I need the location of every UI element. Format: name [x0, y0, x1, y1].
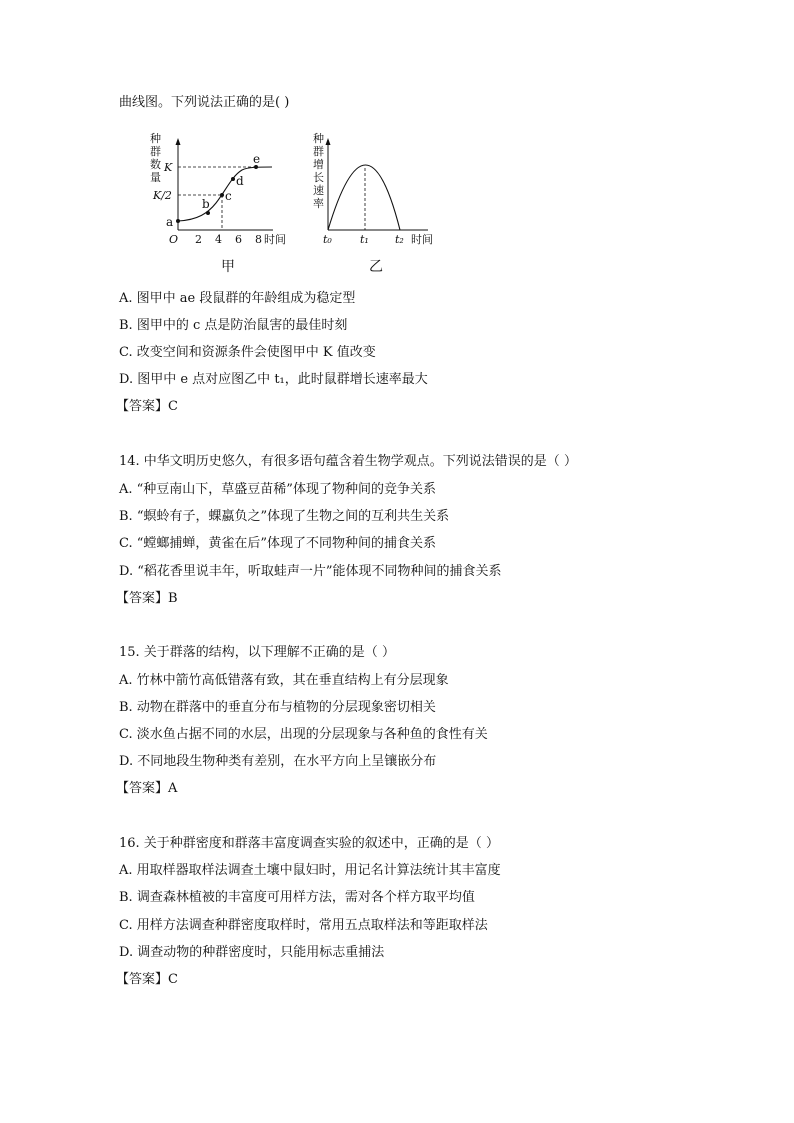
- q14-option-b: B. “螟蛉有子，蜾蠃负之”体现了生物之间的互利共生关系: [119, 509, 450, 524]
- q14-option-d: D. “稻花香里说丰年，听取蛙声一片”能体现不同物种间的捕食关系: [119, 564, 502, 579]
- jia-point-a: [176, 219, 180, 223]
- yi-parabola: [328, 165, 400, 230]
- yi-ylabel-1: 群: [313, 145, 324, 158]
- jia-ylabel-3: 量: [150, 171, 161, 184]
- q14-option-c: C. “螳螂捕蝉，黄雀在后”体现了不同物种间的捕食关系: [119, 536, 437, 551]
- yi-ylabel-0: 种: [313, 132, 324, 145]
- q16-option-a: A. 用取样器取样法调查土壤中鼠妇时，用记名计算法统计其丰富度: [119, 863, 501, 878]
- q13-stem-tail: 曲线图。下列说法正确的是( ): [119, 95, 290, 110]
- jia-point-c: [220, 193, 224, 197]
- jia-ytick-k2: K/2: [153, 189, 172, 202]
- q16-option-b: B. 调查森林植被的丰富度可用样方法，需对各个样方取平均值: [119, 890, 475, 905]
- yi-xtick-t0: t₀: [323, 233, 332, 246]
- figure-yi-caption: 乙: [369, 259, 383, 275]
- yi-y-arrow: [326, 138, 331, 145]
- q13-option-a: A. 图甲中 ae 段鼠群的年龄组成为稳定型: [119, 291, 356, 306]
- q15-option-b: B. 动物在群落中的垂直分布与植物的分层现象密切相关: [119, 700, 436, 715]
- q13-option-b: B. 图甲中的 c 点是防治鼠害的最佳时刻: [119, 318, 348, 333]
- jia-ylabel-2: 数: [150, 158, 161, 171]
- jia-label-d: d: [236, 174, 244, 188]
- jia-point-d: [231, 177, 235, 181]
- q16-option-c: C. 用样方法调查种群密度取样时，常用五点取样法和等距取样法: [119, 918, 488, 933]
- jia-label-c: c: [225, 189, 232, 203]
- q15-answer: 【答案】A: [116, 781, 178, 796]
- q14-option-a: A. “种豆南山下，草盛豆苗稀”体现了物种间的竞争关系: [119, 482, 436, 497]
- q15-option-a: A. 竹林中箭竹高低错落有致，其在垂直结构上有分层现象: [119, 673, 449, 688]
- jia-origin: O: [169, 233, 179, 246]
- q13-option-c: C. 改变空间和资源条件会使图甲中 K 值改变: [119, 345, 376, 360]
- graph-yi: [313, 132, 433, 246]
- jia-ylabel-0: 种: [150, 132, 161, 145]
- q13-answer: 【答案】C: [116, 399, 178, 414]
- jia-xtick-2: 2: [195, 233, 202, 246]
- jia-label-e: e: [253, 152, 261, 166]
- graph-jia: [150, 132, 286, 246]
- yi-ylabel-5: 率: [313, 197, 324, 210]
- yi-ylabel-4: 速: [313, 184, 324, 197]
- yi-xtick-t1: t₁: [360, 233, 369, 246]
- q13-figure: [148, 128, 448, 278]
- yi-ylabel-2: 增: [313, 158, 324, 171]
- yi-ylabel-3: 长: [313, 171, 324, 184]
- q14-answer: 【答案】B: [116, 591, 178, 606]
- jia-ytick-k: K: [164, 161, 173, 174]
- jia-point-b: [206, 211, 210, 215]
- yi-xtick-t2: t₂: [395, 233, 404, 246]
- q15-option-d: D. 不同地段生物种类有差别，在水平方向上呈镶嵌分布: [119, 754, 437, 769]
- jia-y-arrow: [176, 138, 181, 145]
- q16-stem: 16. 关于种群密度和群落丰富度调查实验的叙述中，正确的是（ ）: [119, 836, 499, 851]
- jia-label-b: b: [202, 197, 210, 211]
- q16-option-d: D. 调查动物的种群密度时，只能用标志重捕法: [119, 945, 385, 960]
- jia-xtick-8: 8: [255, 233, 262, 246]
- jia-xtick-4: 4: [215, 233, 222, 246]
- yi-xlabel: 时间: [411, 233, 433, 246]
- jia-label-a: a: [166, 215, 174, 229]
- jia-xtick-6: 6: [235, 233, 242, 246]
- figure-jia-caption: 甲: [221, 259, 235, 275]
- q15-stem: 15. 关于群落的结构，以下理解不正确的是（ ）: [119, 645, 395, 660]
- q13-option-d: D. 图甲中 e 点对应图乙中 t₁，此时鼠群增长速率最大: [119, 372, 428, 387]
- q15-option-c: C. 淡水鱼占据不同的水层，出现的分层现象与各种鱼的食性有关: [119, 727, 488, 742]
- q16-answer: 【答案】C: [116, 972, 178, 987]
- jia-xlabel: 时间: [264, 233, 286, 246]
- q14-stem: 14. 中华文明历史悠久，有很多语句蕴含着生物学观点。下列说法错误的是（ ）: [119, 454, 577, 469]
- jia-ylabel-1: 群: [150, 145, 161, 158]
